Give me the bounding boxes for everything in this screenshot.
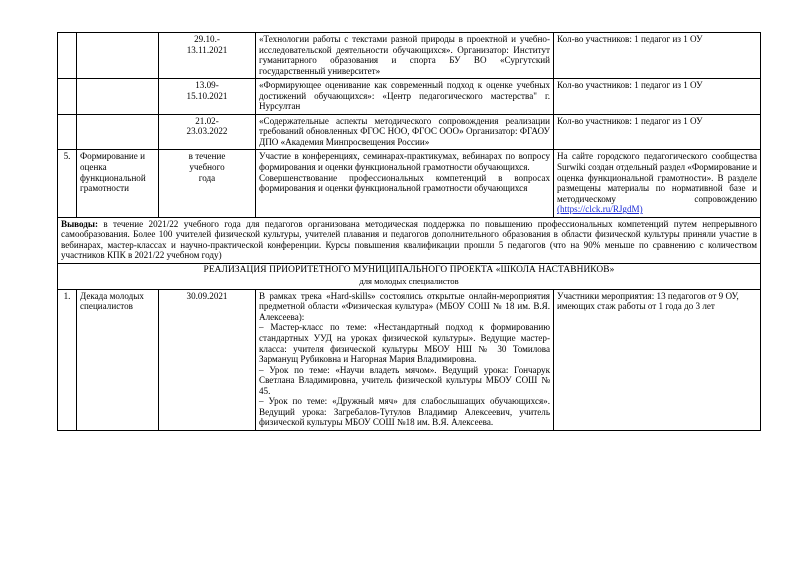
row-number-cell (58, 33, 77, 79)
date-line: учебного (189, 162, 225, 173)
row-content-cell (256, 289, 554, 430)
content-paragraph: – Урок по теме: «Дружный мяч» для слабослышащих обучающихся». Ведущий урока: Загребалов-Тутулов Владимир Алексеевич, учитель физической культуры МБОУ СОШ №18 им. В.Я. Алексеева. (259, 396, 550, 428)
banner-row (58, 263, 761, 289)
row-theme-cell (77, 114, 159, 150)
row-content-cell: «Содержательные аспекты методического сопровождения реализации требований обновленных ФГОС НОО, ФГОС ООО» Организатор: ФГАОУ ДПО «Академия Минпросвещения России» (256, 114, 554, 150)
table-row (58, 79, 761, 115)
banner-title: РЕАЛИЗАЦИЯ ПРИОРИТЕТНОГО МУНИЦИПАЛЬНОГО ПРОЕКТА «ШКОЛА НАСТАВНИКОВ» (203, 264, 615, 275)
row-date-cell (159, 150, 256, 217)
conclusion-cell (58, 217, 761, 263)
banner-cell (58, 263, 761, 289)
conclusion-text: в течение 2021/22 учебного года для педагогов организована методическая поддержка по повышению профессиональных компетенций путем непрерывного самообразования. Более 100 учителей физической культуры, учителей плавания и педагогов дополнительного образования в области физической культуры приняли участие в вебинарах, мастер-классах и научно-практической конференции. Курсы повышения квалификации прошли 5 педагогов (что на 90% меньше по сравнению с количеством участников КПК в 2021/22 учебном году) (61, 218, 757, 261)
date-line: года (198, 172, 216, 183)
date-line: 29.10.- (194, 34, 220, 44)
date-line: 23.03.2022 (186, 126, 228, 137)
row-result-cell (554, 150, 761, 217)
row-content-cell: «Технологии работы с текстами разной природы в проектной и учебно-исследовательской деятельности обучающихся». Организатор: Институт гуманитарного образования и спорта БУ ВО «Сургутский государственный университет» (256, 33, 554, 79)
table-row (58, 33, 761, 79)
conclusion-label: Выводы: (61, 218, 99, 229)
row-date-cell (159, 114, 256, 150)
row-result-cell: Кол-во участников: 1 педагог из 1 ОУ (554, 33, 761, 79)
content-paragraph: Совершенствование профессиональных компетенций в вопросах формирования и оценки функциональной грамотности обучающихся (259, 172, 550, 194)
banner-subtitle: для молодых специалистов (359, 275, 459, 286)
row-theme-cell: Декада молодых специалистов (77, 289, 159, 430)
row-theme-cell (77, 33, 159, 79)
row-number-cell (58, 114, 77, 150)
table-row (58, 150, 761, 217)
row-content-cell: «Формирующее оценивание как современный подход к оценке учебных достижений обучающихся»: «Центр педагогического мастерства" г. Нурсултан (256, 79, 554, 115)
row-date-cell (159, 33, 256, 79)
date-line: 21.02- (195, 115, 219, 126)
result-text: На сайте городского педагогического сообщества Surwiki создан отдельный раздел «Формирование и оценка функциональной грамотности». В разделе размещены материалы по нормативной базе и методическому сопровождению (557, 151, 757, 204)
row-number-cell: 1. (58, 289, 77, 430)
row-date-cell (159, 79, 256, 115)
row-result-cell: Кол-во участников: 1 педагог из 1 ОУ (554, 79, 761, 115)
table-row (58, 114, 761, 150)
row-theme-cell (77, 79, 159, 115)
row-result-cell: Участники мероприятия: 13 педагогов от 9 ОУ, имеющих стаж работы от 1 года до 3 лет (554, 289, 761, 430)
row-date-cell: 30.09.2021 (159, 289, 256, 430)
row-theme-cell: Формирование и оценка функциональной грамотности (77, 150, 159, 217)
content-paragraph: Участие в конференциях, семинарах-практикумах, вебинарах по вопросу формирования и оценки функциональной грамотности обучающихся. (259, 151, 550, 173)
date-line: в течение (188, 151, 226, 162)
surwiki-link[interactable]: (https://clck.ru/RJgdM) (557, 204, 643, 215)
table-row (58, 289, 761, 430)
content-paragraph: В рамках трека «Hard-skills» состоялись открытые онлайн-мероприятия предметной области «Физическая культура» (МБОУ СОШ № 18 им. В.Я. Алексеева): (259, 290, 550, 322)
row-content-cell (256, 150, 554, 217)
row-result-cell: Кол-во участников: 1 педагог из 1 ОУ (554, 114, 761, 150)
activities-table (57, 32, 761, 431)
content-paragraph: – Урок по теме: «Научи владеть мячом». Ведущий урока: Гончарук Светлана Владимировна, учитель физической культуры МБОУ СОШ № 45. (259, 364, 550, 396)
date-line: 15.10.2021 (186, 90, 228, 101)
row-number-cell (58, 79, 77, 115)
row-number-cell: 5. (58, 150, 77, 217)
date-line: 13.09- (195, 80, 219, 91)
conclusion-row (58, 217, 761, 263)
content-paragraph: – Мастер-класс по теме: «Нестандартный подход к формированию стандартных УУД на уроках физической культуры». Ведущие мастер-класса: учителя физической культуры МБОУ НШ № 30 Томилова Зарманущ Рубиковна и Нагорная Мария Владимировна. (259, 322, 550, 365)
date-line: 13.11.2021 (186, 44, 228, 55)
